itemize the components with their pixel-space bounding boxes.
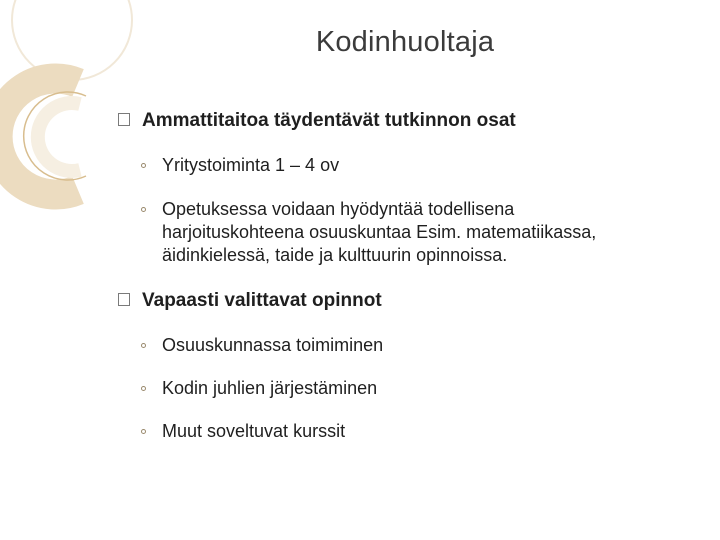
sub-bullet-1-2	[162, 198, 642, 267]
bullet-1-text: Ammattitaitoa täydentävät tutkinnon osat	[142, 110, 516, 131]
sub-bullet-1-1-text: Yritystoiminta 1 – 4 ov	[162, 155, 340, 175]
sub-bullet-2-1	[162, 334, 383, 357]
circle-bullet-icon	[141, 207, 146, 212]
circle-bullet-icon	[141, 429, 146, 434]
checkbox-bullet-icon	[118, 113, 130, 126]
circle-bullet-icon	[141, 343, 146, 348]
circle-bullet-icon	[141, 163, 146, 168]
slide-title: Kodinhuoltaja	[315, 26, 495, 58]
sub-bullet-2-1-text: Osuuskunnassa toimiminen	[162, 335, 384, 355]
sub-bullet-2-3-text: Muut soveltuvat kurssit	[162, 421, 346, 441]
sub-bullet-1-2-text: Opetuksessa voidaan hyödyntää todellisena harjoituskohteena osuuskuntaa Esim. matematiikassa, äidinkielessä, taide ja kulttuurin opinnoissa.	[162, 199, 597, 265]
sub-bullet-2-2	[162, 377, 377, 400]
bullet-2-text: Vapaasti valittavat opinnot	[142, 290, 382, 311]
bullet-2	[142, 290, 382, 312]
checkbox-bullet-icon	[118, 293, 130, 306]
bullet-1	[142, 110, 516, 132]
sub-bullet-1-1	[162, 154, 339, 177]
sub-bullet-2-3	[162, 420, 345, 443]
circle-bullet-icon	[141, 386, 146, 391]
decorative-circle-graphic	[0, 0, 140, 220]
inner-crescent	[38, 103, 80, 171]
sub-bullet-2-2-text: Kodin juhlien järjestäminen	[162, 378, 378, 398]
